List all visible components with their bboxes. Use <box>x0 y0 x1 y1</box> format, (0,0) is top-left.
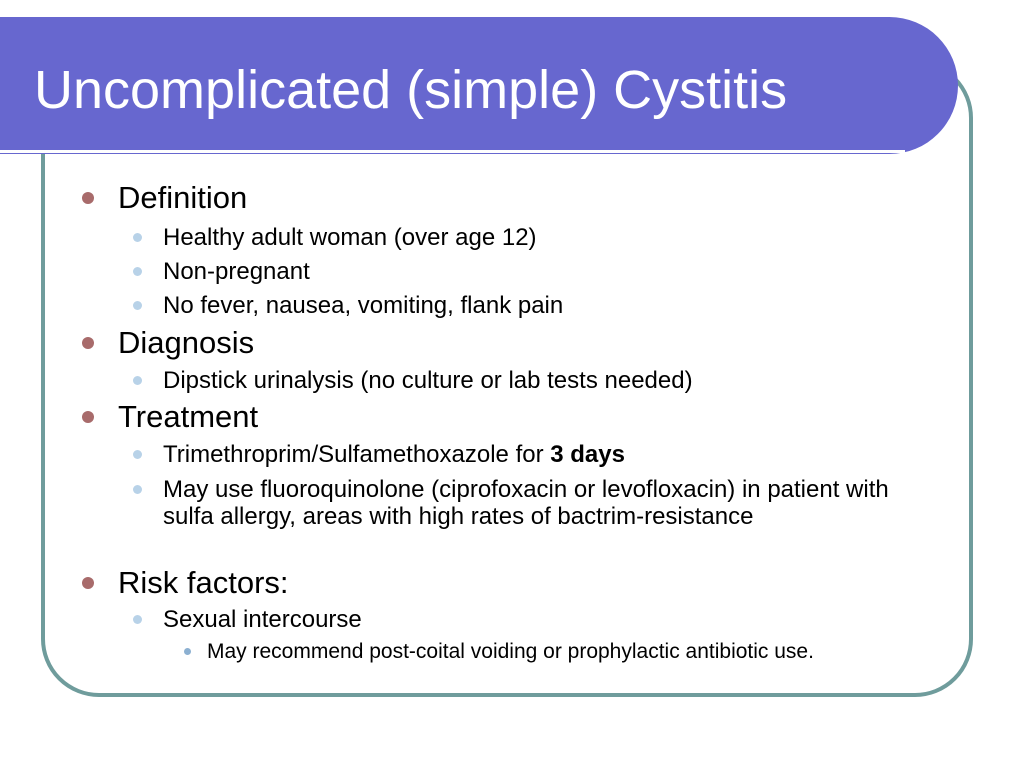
sub-bullet-dot <box>133 301 142 310</box>
definition-item-nonpregnant: Non-pregnant <box>163 258 310 285</box>
definition-item-symptoms: No fever, nausea, vomiting, flank pain <box>163 292 564 319</box>
section-heading-diagnosis: Diagnosis <box>118 325 255 360</box>
bullet-dot-treatment <box>82 411 94 423</box>
treatment-item-tmp-smx <box>163 441 891 468</box>
section-heading-treatment: Treatment <box>118 399 259 434</box>
risk-factor-recommendation: May recommend post-coital voiding or prophylactic antibiotic use. <box>207 640 814 663</box>
diagnosis-item-urinalysis: Dipstick urinalysis (no culture or lab tests needed) <box>163 367 693 394</box>
bullet-dot-risk-factors <box>82 577 94 589</box>
sub-bullet-dot <box>133 376 142 385</box>
treatment-item-fluoroquinolone: May use fluoroquinolone (ciprofoxacin or levofloxacin) in patient with sulfa allergy, areas with high rates of bactrim-resistance <box>163 476 889 530</box>
section-heading-definition: Definition <box>118 180 248 215</box>
risk-factor-intercourse: Sexual intercourse <box>163 606 362 633</box>
slide-title: Uncomplicated (simple) Cystitis <box>34 60 788 120</box>
sub-bullet-dot <box>133 267 142 276</box>
sub-bullet-dot <box>133 450 142 459</box>
bullet-dot-definition <box>82 192 94 204</box>
sub-bullet-dot <box>133 615 142 624</box>
sub-bullet-dot <box>133 233 142 242</box>
definition-item-age: Healthy adult woman (over age 12) <box>163 224 537 251</box>
treatment-duration-emphasis: 3 days <box>550 441 625 468</box>
treatment-item-tmp-smx-text: Trimethroprim/Sulfamethoxazole for <box>163 441 551 468</box>
sub-sub-bullet-dot <box>184 648 191 655</box>
section-heading-risk-factors: Risk factors: <box>118 565 289 600</box>
bullet-dot-diagnosis <box>82 337 94 349</box>
sub-bullet-dot <box>133 485 142 494</box>
